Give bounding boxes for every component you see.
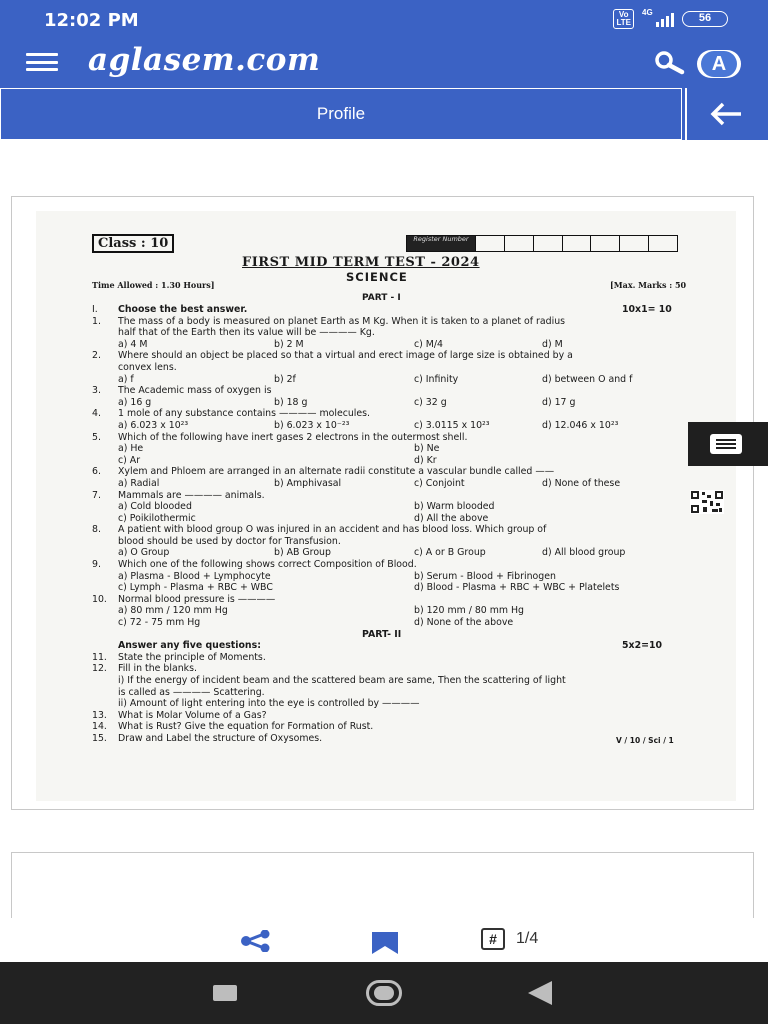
question-text: The mass of a body is measured on planet Earth as M Kg. When it is taken to a planet of radius (118, 315, 566, 327)
back-button[interactable] (685, 88, 768, 140)
answer-option: b) Ne (414, 443, 440, 455)
question-number: 8. (92, 524, 101, 536)
question-text: half that of the Earth then its value will be ———— Kg. (118, 327, 375, 339)
answer-option: d) 17 g (542, 396, 576, 408)
question-number: 11. (92, 651, 107, 663)
avatar-letter: A (701, 51, 737, 77)
arrow-left-icon (709, 101, 745, 127)
question-line (56, 327, 696, 339)
exam-title: FIRST MID TERM TEST - 2024 (242, 255, 480, 270)
question-line (56, 582, 696, 594)
answer-option: c) Lymph - Plasma + RBC + WBC (118, 582, 273, 594)
answer-option: b) AB Group (274, 547, 331, 559)
question-line (56, 629, 696, 641)
answer-option: a) Cold blooded (118, 501, 192, 513)
question-text: The Academic mass of oxygen is (118, 385, 272, 397)
answer-option: d) Blood - Plasma + RBC + WBC + Platelets (414, 582, 620, 594)
app-header (0, 36, 768, 88)
profile-bar (0, 88, 768, 140)
question-line (56, 617, 696, 629)
status-time: 12:02 PM (44, 10, 139, 31)
question-text: What is Rust? Give the equation for Formation of Rust. (118, 721, 374, 733)
question-line (56, 663, 696, 675)
answer-option: a) 4 M (118, 338, 148, 350)
question-text: ii) Amount of light entering into the eye is controlled by ———— (118, 698, 420, 710)
answer-option: c) Infinity (414, 373, 459, 385)
answer-option: a) f (118, 373, 134, 385)
answer-option: a) He (118, 443, 144, 455)
question-text: State the principle of Moments. (118, 651, 266, 663)
profile-title[interactable]: Profile (0, 88, 682, 140)
question-number: 6. (92, 466, 101, 478)
answer-option: b) 120 mm / 80 mm Hg (414, 605, 525, 617)
question-line (56, 721, 696, 733)
question-number: 14. (92, 721, 107, 733)
answer-option: a) 80 mm / 120 mm Hg (118, 605, 228, 617)
answer-option: c) 3.0115 x 10²³ (414, 419, 490, 431)
question-line (56, 605, 696, 617)
status-bar (0, 0, 768, 36)
answer-option: d) 12.046 x 10²³ (542, 419, 619, 431)
question-line (56, 420, 696, 432)
class-label: Class : 10 (92, 234, 174, 253)
question-number: 10. (92, 593, 107, 605)
time-allowed: Time Allowed : 1.30 Hours] (92, 280, 215, 290)
answer-option: b) 6.023 x 10⁻²³ (274, 419, 350, 431)
question-line (56, 455, 696, 467)
subject-title: SCIENCE (346, 270, 408, 284)
page-indicator: 1/4 (516, 930, 539, 947)
question-number: 1. (92, 315, 101, 327)
question-text: convex lens. (118, 361, 177, 373)
question-line (56, 571, 696, 583)
answer-option: c) 32 g (414, 396, 447, 408)
question-text: What is Molar Volume of a Gas? (118, 709, 267, 721)
question-line (56, 675, 696, 687)
question-text: Mammals are ———— animals. (118, 489, 265, 501)
question-line (56, 490, 696, 502)
question-text: Where should an object be placed so that a virtual and erect image of large size is obtained by a (118, 350, 573, 362)
question-line (56, 350, 696, 362)
answer-option: b) 2f (274, 373, 296, 385)
question-text: Normal blood pressure is ———— (118, 593, 276, 605)
question-line (56, 385, 696, 397)
notes-button[interactable] (688, 422, 768, 466)
question-line (56, 524, 696, 536)
paper-code: V / 10 / Sci / 1 (616, 735, 674, 745)
avatar[interactable] (697, 50, 741, 78)
answer-option: a) 6.023 x 10²³ (118, 419, 189, 431)
document-frame-next (11, 852, 754, 918)
answer-option: d) None of the above (414, 617, 514, 629)
question-number: 4. (92, 408, 101, 420)
question-number: 9. (92, 559, 101, 571)
question-line (56, 710, 696, 722)
max-marks: [Max. Marks : 50 (610, 280, 687, 290)
question-text: Answer any five questions: (118, 640, 261, 652)
question-line (56, 536, 696, 548)
answer-option: b) 18 g (274, 396, 308, 408)
home-button[interactable] (366, 980, 402, 1006)
answer-option: a) O Group (118, 547, 170, 559)
search-icon[interactable] (652, 50, 688, 76)
question-text: is called as ———— Scattering. (118, 686, 265, 698)
question-number: 12. (92, 663, 107, 675)
hamburger-menu-icon[interactable] (26, 53, 58, 71)
question-line (56, 652, 696, 664)
answer-option: c) Conjoint (414, 477, 465, 489)
answer-option: b) Warm blooded (414, 501, 495, 513)
recent-apps-button[interactable] (213, 985, 237, 1001)
question-text: Xylem and Phloem are arranged in an alternate radii constitute a vascular bundle called —— (118, 466, 555, 478)
question-line (56, 362, 696, 374)
marks-label: 5x2=10 (622, 640, 662, 652)
question-line (56, 640, 696, 652)
nav-back-button[interactable] (528, 981, 552, 1005)
question-line (56, 408, 696, 420)
answer-option: c) Poikilothermic (118, 512, 196, 524)
question-line (56, 432, 696, 444)
question-number: 3. (92, 385, 101, 397)
question-line (56, 501, 696, 513)
question-text: Choose the best answer. (118, 304, 248, 315)
question-number: 13. (92, 709, 107, 721)
notes-icon (708, 432, 748, 458)
question-line (56, 466, 696, 478)
answer-option: c) Ar (118, 454, 141, 466)
question-text: Fill in the blanks. (118, 663, 197, 675)
question-text: i) If the energy of incident beam and the scattered beam are same, Then the scattering of light (118, 675, 566, 686)
question-text: A patient with blood group O was injured in an accident and has blood loss. Which group of (118, 524, 547, 536)
question-number: 15. (92, 732, 107, 744)
question-line (56, 397, 696, 409)
question-line (56, 374, 696, 386)
question-number: 5. (92, 431, 101, 443)
answer-option: d) M (542, 338, 563, 350)
question-line (56, 733, 696, 745)
register-number-box (406, 235, 678, 252)
answer-option: d) Kr (414, 454, 437, 466)
question-line (56, 478, 696, 490)
answer-option: d) between O and f (542, 373, 633, 385)
question-line (56, 698, 696, 710)
question-number: 7. (92, 489, 101, 501)
marks-label: 10x1= 10 (622, 304, 672, 315)
answer-option: c) 72 - 75 mm Hg (118, 617, 201, 629)
answer-option: b) Amphivasal (274, 477, 342, 489)
question-line (56, 559, 696, 571)
answer-option: b) Serum - Blood + Fibrinogen (414, 570, 556, 582)
network-type: 4G (642, 8, 653, 17)
question-line (56, 316, 696, 328)
answer-option: d) None of these (542, 477, 621, 489)
system-nav-bar (0, 962, 768, 1024)
brand-logo[interactable]: aglasem.com (88, 42, 321, 78)
answer-option: a) 16 g (118, 396, 152, 408)
question-line (56, 594, 696, 606)
question-line (56, 443, 696, 455)
answer-option: d) All blood group (542, 547, 626, 559)
register-label: Register Number (407, 236, 475, 251)
question-text: 1 mole of any substance contains ———— molecules. (118, 408, 371, 420)
bottom-toolbar (0, 918, 768, 962)
question-line (56, 547, 696, 559)
answer-option: a) Radial (118, 477, 160, 489)
bookmark-icon[interactable] (371, 932, 399, 959)
question-text: Which one of the following shows correct Composition of Blood. (118, 559, 417, 571)
question-text: blood should be used by doctor for Transfusion. (118, 535, 341, 547)
part-two-label: PART- II (362, 628, 402, 640)
part-one-label: PART - I (362, 293, 401, 303)
answer-option: c) M/4 (414, 338, 444, 350)
question-line (56, 687, 696, 699)
page-jump-icon[interactable]: # (481, 928, 505, 950)
question-number: 2. (92, 350, 101, 362)
question-text: Draw and Label the structure of Oxysomes. (118, 732, 323, 744)
answer-option: a) Plasma - Blood + Lymphocyte (118, 570, 271, 582)
question-line (56, 304, 696, 316)
question-line (56, 513, 696, 525)
battery-icon: 56 (682, 11, 728, 27)
volte-icon: Vo LTE (613, 9, 634, 29)
status-icons (613, 9, 728, 29)
answer-option: c) A or B Group (414, 547, 486, 559)
qr-code-icon (690, 490, 724, 514)
question-list (56, 304, 696, 745)
question-line (56, 339, 696, 351)
question-number: I. (92, 304, 98, 315)
answer-option: d) All the above (414, 512, 489, 524)
question-text: Which of the following have inert gases 2 electrons in the outermost shell. (118, 431, 468, 443)
share-icon[interactable] (240, 930, 272, 957)
answer-option: b) 2 M (274, 338, 304, 350)
signal-icon (642, 8, 674, 27)
